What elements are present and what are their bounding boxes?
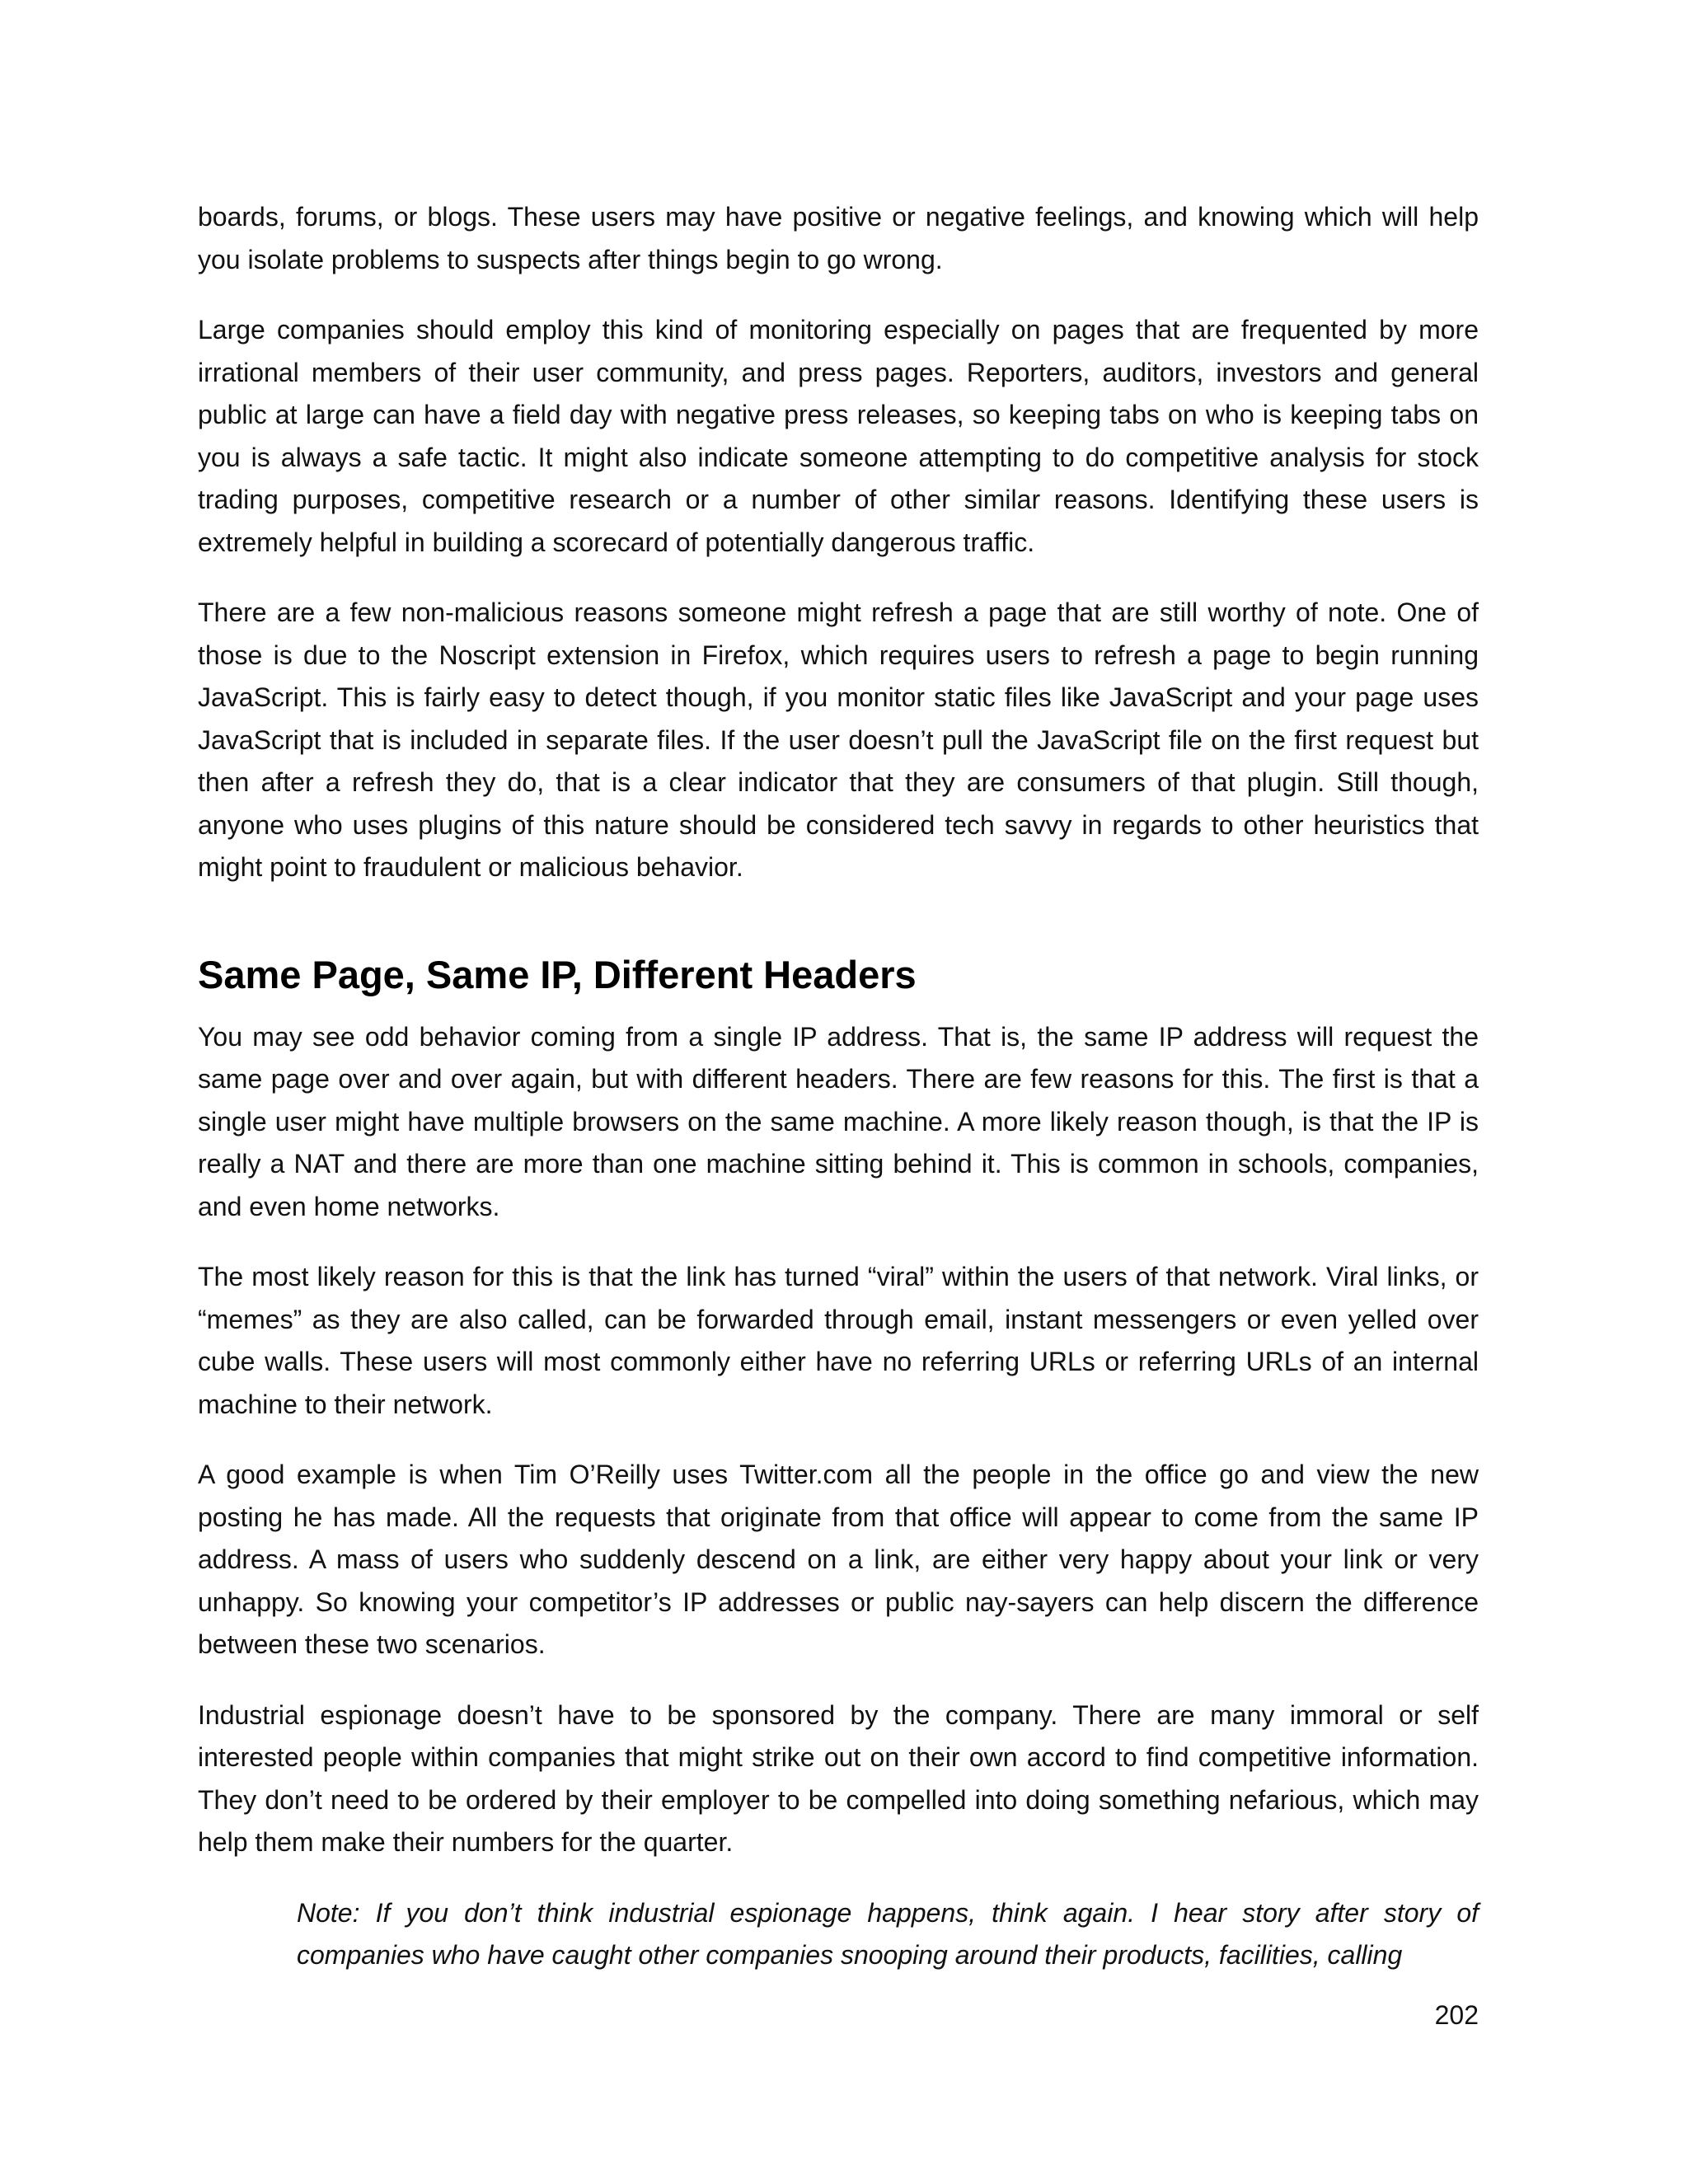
- paragraph-odd-behavior: You may see odd behavior coming from a single IP address. That is, the same IP address will request the same page over and over again, but with different headers. There are few reasons for this. The first is that a single user might have multiple browsers on the same machine. A more likely reason though, is that the IP is really a NAT and there are more than one machine sitting behind it. This is common in schools, companies, and even home networks.: [198, 1021, 1479, 1221]
- paragraph-industrial-espionage: Industrial espionage doesn’t have to be sponsored by the company. There are many immoral or self interested people within companies that might strike out on their own accord to find competitive information. They don’t need to be ordered by their employer to be compelled into doing something nefarious, which may help them make their numbers for the quarter.: [198, 1699, 1479, 1857]
- section-heading: Same Page, Same IP, Different Headers: [198, 952, 917, 996]
- paragraph-large-companies: Large companies should employ this kind of monitoring especially on pages that are frequented by more irrational members of their user community, and press pages. Reporters, auditors, investors and general public at large can have a field day with negative press releases, so keeping tabs on who is keeping tabs on you is always a safe tactic. It might also indicate someone attempting to do competitive analysis for stock trading purposes, competitive research or a number of other similar reasons. Identifying these users is extremely helpful in building a scorecard of potentially dangerous traffic.: [198, 315, 1479, 557]
- paragraph-good-example: A good example is when Tim O’Reilly uses Twitter.com all the people in the office go and view the new posting he has made. All the requests that originate from that office will appear to come from the same IP address. A mass of users who suddenly descend on a link, are either very happy about your link or very unhappy. So knowing your competitor’s IP addresses or public nay-sayers can help discern the difference between these two scenarios.: [198, 1460, 1479, 1659]
- page-body: [198, 196, 1479, 1977]
- paragraph-monitoring-users: boards, forums, or blogs. These users may have positive or negative feelings, and knowing which will help you isolate problems to suspects after things begin to go wrong.: [198, 202, 1479, 274]
- page-number: 202: [1434, 2000, 1479, 2030]
- paragraph-non-malicious-refresh: There are a few non-malicious reasons someone might refresh a page that are still worthy of note. One of those is due to the Noscript extension in Firefox, which requires users to refresh a page to begin running JavaScript. This is fairly easy to detect though, if you monitor static files like JavaScript and your page uses JavaScript that is included in separate files. If the user doesn’t pull the JavaScript file on the first request but then after a refresh they do, that is a clear indicator that they are consumers of that plugin. Still though, anyone who uses plugins of this nature should be considered tech savvy in regards to other heuristics that might point to fraudulent or malicious behavior.: [198, 598, 1479, 882]
- paragraph-viral-links: The most likely reason for this is that the link has turned “viral” within the users of that network. Viral links, or “memes” as they are also called, can be forwarded through email, instant messengers or even yelled over cube walls. These users will most commonly either have no referring URLs or referring URLs of an internal machine to their network.: [198, 1262, 1479, 1419]
- note-block: Note: If you don’t think industrial espionage happens, think again. I hear story after story of companies who have caught other companies snooping around their products, facilities, calling: [297, 1897, 1479, 1970]
